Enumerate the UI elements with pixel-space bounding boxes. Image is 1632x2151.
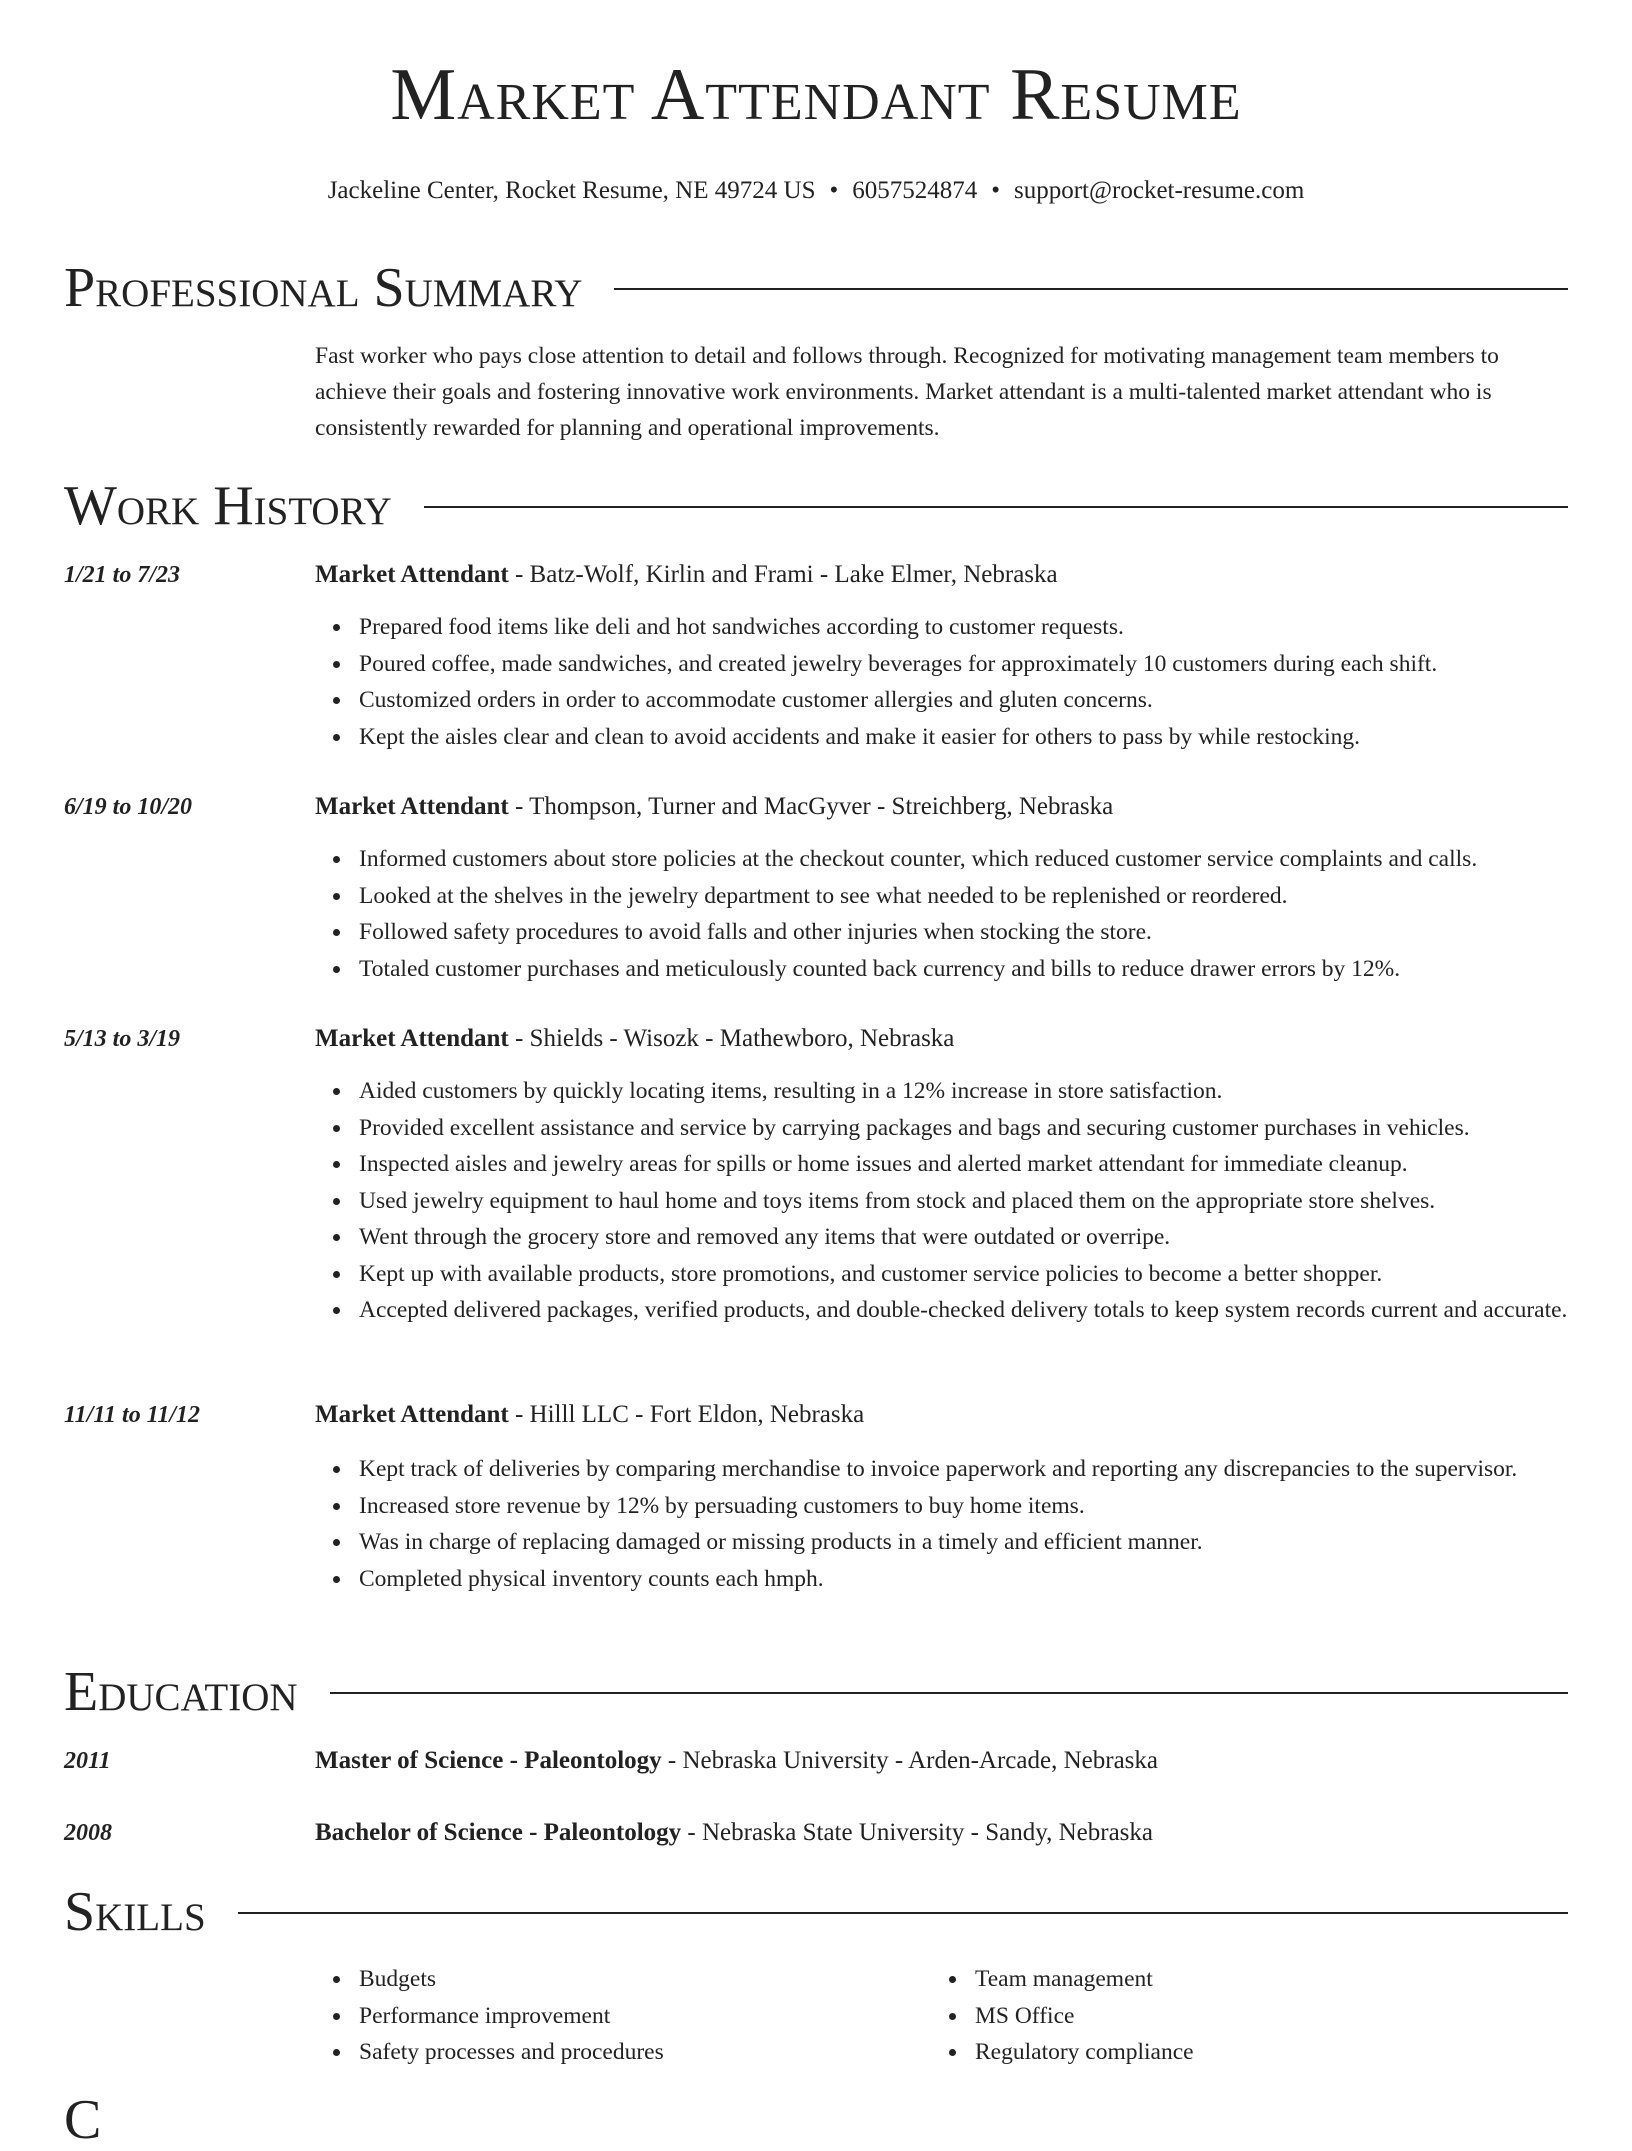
job-role: Market Attendant: [315, 561, 509, 588]
job-bullets: [315, 609, 1568, 755]
job-bullet: Kept up with available products, store promotions, and customer service policies to become a better shopper.: [359, 1256, 1568, 1293]
section-title-summary: Professional Summary: [64, 257, 583, 319]
job-bullets: [315, 1451, 1568, 1597]
job-heading: [315, 789, 1568, 825]
job-dates: 5/13 to 3/19: [64, 1026, 181, 1052]
skills-column-right: [931, 1961, 1531, 2071]
section-divider: [424, 506, 1568, 508]
skill-item: Budgets: [359, 1961, 915, 1998]
job-bullet: Customized orders in order to accommodate customer allergies and gluten concerns.: [359, 682, 1568, 719]
job-role: Market Attendant: [315, 1401, 509, 1428]
contact-separator: •: [991, 177, 1000, 204]
job-bullet: Went through the grocery store and removed any items that were outdated or overripe.: [359, 1219, 1568, 1256]
contact-address: Jackeline Center, Rocket Resume, NE 49724 US: [327, 177, 816, 204]
section-title-work-history: Work History: [64, 475, 392, 537]
contact-line: [64, 176, 1568, 206]
section-divider: [238, 1912, 1568, 1914]
skill-item: Safety processes and procedures: [359, 2034, 915, 2071]
job-bullets: [315, 841, 1568, 987]
job-bullets: [315, 1073, 1568, 1329]
next-section-title-partial: C: [64, 2089, 102, 2151]
job-bullet: Looked at the shelves in the jewelry department to see what needed to be replenished or reordered.: [359, 878, 1568, 915]
job-heading: [315, 557, 1568, 593]
section-divider: [330, 1692, 1568, 1694]
job-heading: [315, 1021, 1568, 1057]
job-role: Market Attendant: [315, 793, 509, 820]
education-details: - Nebraska University - Arden-Arcade, Nebraska: [661, 1747, 1158, 1774]
job-bullet: Totaled customer purchases and meticulously counted back currency and bills to reduce drawer errors by 12%.: [359, 951, 1568, 988]
job-bullet: Accepted delivered packages, verified products, and double-checked delivery totals to keep system records current and accurate.: [359, 1292, 1568, 1329]
job-bullet: Kept the aisles clear and clean to avoid accidents and make it easier for others to pass by while restocking.: [359, 719, 1568, 756]
contact-separator: •: [829, 177, 839, 204]
job-details: - Shields - Wisozk - Mathewboro, Nebraska: [508, 1025, 955, 1052]
section-header-skills: [64, 1882, 1568, 1942]
contact-phone: 6057524874: [852, 177, 978, 204]
skill-item: Regulatory compliance: [975, 2034, 1531, 2071]
job-bullet: Was in charge of replacing damaged or missing products in a timely and efficient manner.: [359, 1524, 1568, 1561]
skill-item: MS Office: [975, 1998, 1531, 2035]
job-bullet: Completed physical inventory counts each hmph.: [359, 1561, 1568, 1598]
job-bullet: Followed safety procedures to avoid falls and other injuries when stocking the store.: [359, 914, 1568, 951]
skill-item: Team management: [975, 1961, 1531, 1998]
section-title-skills: Skills: [64, 1881, 206, 1943]
job-bullet: Kept track of deliveries by comparing merchandise to invoice paperwork and reporting any discrepancies to the supervisor.: [359, 1451, 1568, 1488]
job-dates: 11/11 to 11/12: [64, 1402, 201, 1428]
job-details: - Thompson, Turner and MacGyver - Streichberg, Nebraska: [508, 793, 1114, 820]
section-title-education: Education: [64, 1661, 298, 1723]
job-bullet: Informed customers about store policies at the checkout counter, which reduced customer service complaints and calls.: [359, 841, 1568, 878]
resume-title: Market Attendant Resume: [390, 54, 1242, 136]
job-bullet: Aided customers by quickly locating items, resulting in a 12% increase in store satisfaction.: [359, 1073, 1568, 1110]
job-bullet: Increased store revenue by 12% by persuading customers to buy home items.: [359, 1488, 1568, 1525]
job-dates: 1/21 to 7/23: [64, 562, 181, 588]
job-dates: 6/19 to 10/20: [64, 794, 193, 820]
education-details: - Nebraska State University - Sandy, Nebraska: [681, 1819, 1153, 1846]
section-header-education: [64, 1662, 1568, 1722]
skill-item: Performance improvement: [359, 1998, 915, 2035]
job-bullet: Provided excellent assistance and service by carrying packages and bags and securing customer purchases in vehicles.: [359, 1110, 1568, 1147]
job-bullet: Poured coffee, made sandwiches, and created jewelry beverages for approximately 10 customers during each shift.: [359, 646, 1568, 683]
job-bullet: Inspected aisles and jewelry areas for spills or home issues and alerted market attendant for immediate cleanup.: [359, 1146, 1568, 1183]
job-heading: [315, 1397, 1568, 1433]
summary-text: Fast worker who pays close attention to detail and follows through. Recognized for motivating management team members to achieve their goals and fostering innovative work environments. Market attendant is a multi-talented market attendant who is consistently rewarded for planning and operational improvements.: [315, 343, 1499, 441]
section-divider: [614, 288, 1568, 290]
education-degree: Bachelor of Science - Paleontology: [315, 1819, 682, 1846]
education-degree: Master of Science - Paleontology: [315, 1747, 662, 1774]
section-header-work-history: [64, 476, 1568, 536]
education-year: 2011: [64, 1748, 111, 1774]
section-header-summary: [64, 258, 1568, 318]
education-heading: [315, 1815, 1568, 1851]
job-details: - Batz-Wolf, Kirlin and Frami - Lake Elmer, Nebraska: [508, 561, 1058, 588]
contact-email: support@rocket-resume.com: [1014, 177, 1305, 204]
job-bullet: Used jewelry equipment to haul home and toys items from stock and placed them on the appropriate store shelves.: [359, 1183, 1568, 1220]
job-details: - Hilll LLC - Fort Eldon, Nebraska: [508, 1401, 865, 1428]
skills-column-left: [315, 1961, 915, 2071]
job-role: Market Attendant: [315, 1025, 509, 1052]
job-bullet: Prepared food items like deli and hot sandwiches according to customer requests.: [359, 609, 1568, 646]
education-year: 2008: [64, 1820, 112, 1846]
education-heading: [315, 1743, 1568, 1779]
